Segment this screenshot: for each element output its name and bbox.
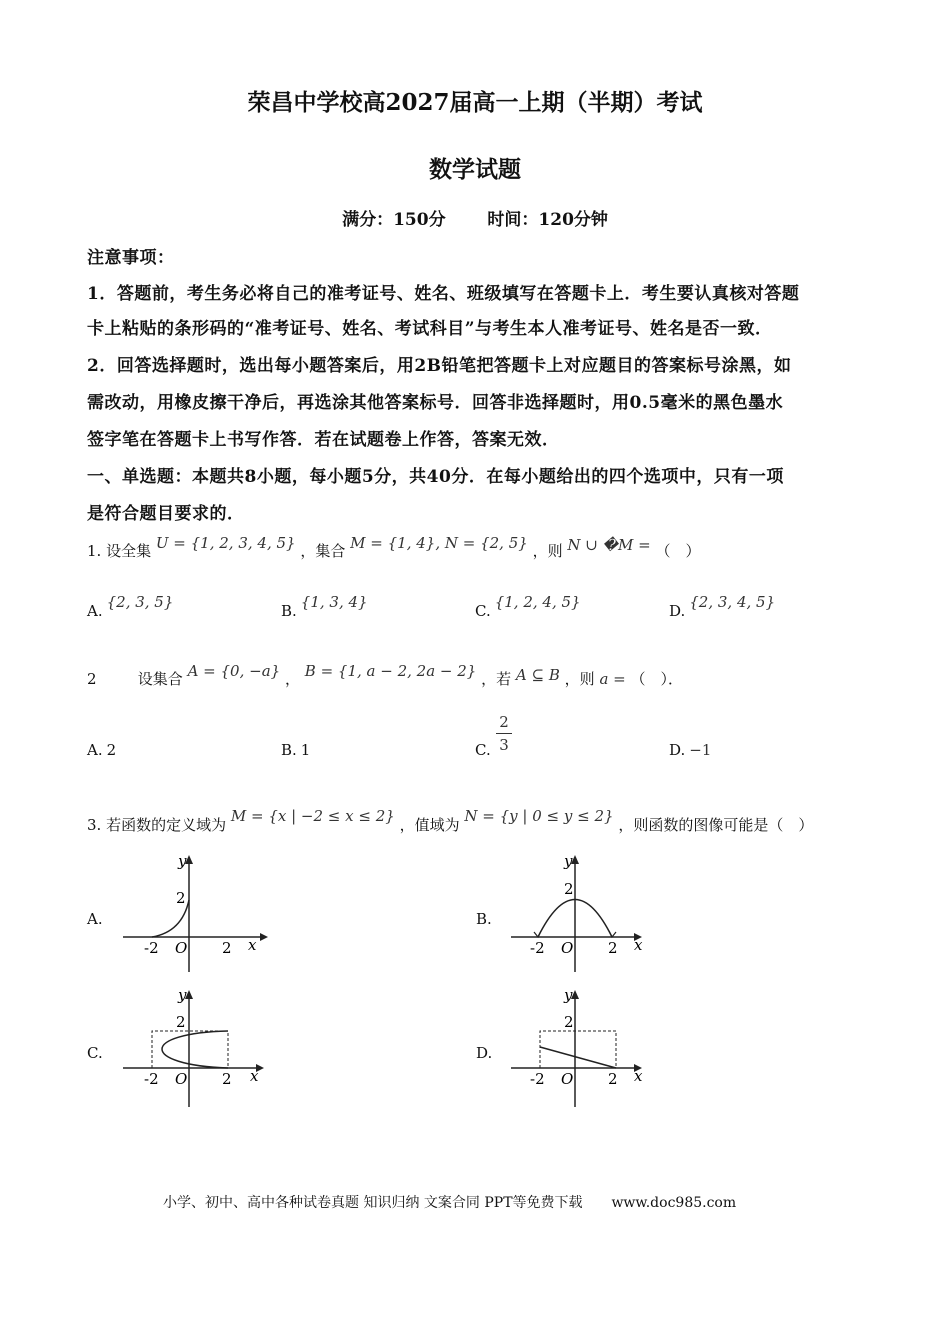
graph-option-c — [120, 985, 270, 1110]
y-tick-2: 2 — [564, 1013, 574, 1031]
x-tick-2: 2 — [608, 1070, 618, 1088]
x-tick-neg2: -2 — [530, 1070, 545, 1088]
notice-line: 1．答题前，考生务必将自己的准考证号、姓名、班级填写在答题卡上．考生要认真核对答题 — [87, 284, 800, 304]
fraction-denominator: 3 — [499, 736, 509, 754]
x-tick-2: 2 — [608, 939, 618, 957]
q3-suffix: ，则函数的图像可能是（ ） — [618, 816, 814, 834]
option-label: C. — [475, 741, 491, 759]
q2-option-d — [669, 741, 711, 759]
q2-set-a: A = {0, −a} — [187, 662, 281, 680]
q1-prefix: 1. 设全集 — [87, 542, 152, 560]
footer — [163, 1192, 736, 1212]
x-tick-2: 2 — [222, 1070, 232, 1088]
q2-option-a — [87, 741, 116, 759]
q2-paren: （ ）． — [630, 670, 684, 688]
graph-option-b — [508, 852, 658, 974]
q2-fraction — [496, 713, 512, 754]
q2-var: a = — [599, 670, 626, 688]
time-info: 时间：120分钟 — [487, 210, 608, 230]
q1-mid2: ，则 — [532, 542, 563, 560]
x-tick-2: 2 — [222, 939, 232, 957]
q3-option-b-label: B. — [476, 910, 492, 928]
bounding-box-dashed — [152, 1031, 228, 1068]
q2-condition: A ⊆ B — [515, 666, 560, 684]
x-tick-neg2: -2 — [144, 1070, 159, 1088]
q1-option-d — [669, 593, 776, 620]
option-label: D. — [669, 602, 686, 620]
curve-end-arrow — [534, 931, 541, 937]
x-label: x — [248, 936, 257, 954]
origin-label: O — [175, 939, 188, 957]
notice-line: 2．回答选择题时，选出每小题答案后，用2B铅笔把答题卡上对应题目的答案标号涂黑，如 — [87, 356, 792, 376]
question-3 — [87, 807, 814, 835]
q2-prefix: 设集合 — [137, 670, 183, 688]
q3-range: N = {y | 0 ≤ y ≤ 2} — [464, 807, 614, 825]
section-heading-cont: 是符合题目要求的． — [87, 504, 245, 524]
q1-paren: （ ） — [655, 542, 701, 560]
x-label: x — [634, 936, 643, 954]
y-label: y — [178, 986, 187, 1004]
function-curve — [162, 1031, 228, 1068]
notice-line: 签字笔在答题卡上书写作答．若在试题卷上作答，答案无效． — [87, 430, 560, 450]
q1-option-b — [281, 593, 368, 620]
q2-option-c — [475, 741, 495, 759]
fraction-bar — [496, 733, 512, 734]
q3-mid: ，值域为 — [399, 816, 460, 834]
exam-title: 荣昌中学校高2027届高一上期（半期）考试 — [247, 89, 703, 116]
y-label: y — [564, 852, 573, 870]
x-axis-arrow — [260, 933, 268, 941]
fraction-numerator: 2 — [499, 713, 509, 731]
y-tick-2: 2 — [176, 1013, 186, 1031]
exam-info — [0, 205, 950, 230]
x-tick-neg2: -2 — [530, 939, 545, 957]
option-value: {2, 3, 5} — [106, 593, 174, 611]
function-line — [540, 1047, 616, 1068]
q2-set-b: B = {1, a − 2, 2a − 2} — [304, 662, 477, 680]
q2-comma: ， — [284, 670, 300, 688]
q2-mid: ，若 — [481, 670, 512, 688]
y-label: y — [178, 852, 187, 870]
option-value: −1 — [689, 741, 712, 759]
x-label: x — [634, 1067, 643, 1085]
graph-option-d — [508, 985, 658, 1110]
x-tick-neg2: -2 — [144, 939, 159, 957]
graph-option-a — [120, 852, 270, 974]
question-1 — [87, 534, 701, 561]
footer-text: 小学、初中、高中各种试卷真题 知识归纳 文案合同 PPT等免费下载 — [163, 1195, 583, 1211]
option-label: D. — [669, 741, 686, 759]
q2-mid2: ，则 — [564, 670, 595, 688]
q2-option-b — [281, 741, 310, 759]
q1-set-mn: M = {1, 4}, N = {2, 5} — [350, 534, 528, 552]
option-label: B. — [281, 602, 297, 620]
y-label: y — [564, 986, 573, 1004]
q1-option-a — [87, 593, 174, 620]
option-value: {1, 2, 4, 5} — [494, 593, 581, 611]
notice-line: 需改动，用橡皮擦干净后，再选涂其他答案标号．回答非选择题时，用0.5毫米的黑色墨水 — [87, 393, 784, 413]
option-value: 2 — [106, 741, 117, 759]
option-label: B. — [281, 741, 297, 759]
score-info: 满分：150分 — [342, 210, 446, 230]
option-label: A. — [87, 602, 103, 620]
origin-label: O — [561, 939, 574, 957]
option-label: C. — [475, 602, 491, 620]
q3-option-d-label: D. — [476, 1044, 493, 1062]
option-value: 1 — [300, 741, 311, 759]
y-tick-2: 2 — [176, 889, 186, 907]
origin-label: O — [175, 1070, 188, 1088]
curve-end-arrow — [609, 931, 616, 937]
q1-expr: N ∪ �M = — [567, 536, 651, 554]
q3-option-a-label: A. — [87, 910, 103, 928]
option-label: A. — [87, 741, 103, 759]
footer-url[interactable]: www.doc985.com — [611, 1195, 737, 1211]
section-heading: 一、单选题：本题共8小题，每小题5分，共40分．在每小题给出的四个选项中，只有一项 — [87, 467, 784, 487]
y-tick-2: 2 — [564, 880, 574, 898]
q3-domain: M = {x | −2 ≤ x ≤ 2} — [230, 807, 395, 825]
notice-line: 卡上粘贴的条形码的“准考证号、姓名、考试科目”与考生本人准考证号、姓名是否一致． — [87, 319, 773, 339]
q1-set-u: U = {1, 2, 3, 4, 5} — [155, 534, 296, 552]
option-value: {1, 3, 4} — [300, 593, 368, 611]
question-2 — [87, 662, 684, 689]
origin-label: O — [561, 1070, 574, 1088]
q3-prefix: 3. 若函数的定义域为 — [87, 816, 227, 834]
x-label: x — [250, 1067, 259, 1085]
exam-subtitle: 数学试题 — [429, 156, 521, 183]
q2-number: 2 — [87, 670, 97, 688]
notice-heading: 注意事项： — [87, 248, 175, 268]
q1-option-c — [475, 593, 581, 620]
q1-mid1: ，集合 — [300, 542, 346, 560]
q3-option-c-label: C. — [87, 1044, 103, 1062]
option-value: {2, 3, 4, 5} — [689, 593, 776, 611]
